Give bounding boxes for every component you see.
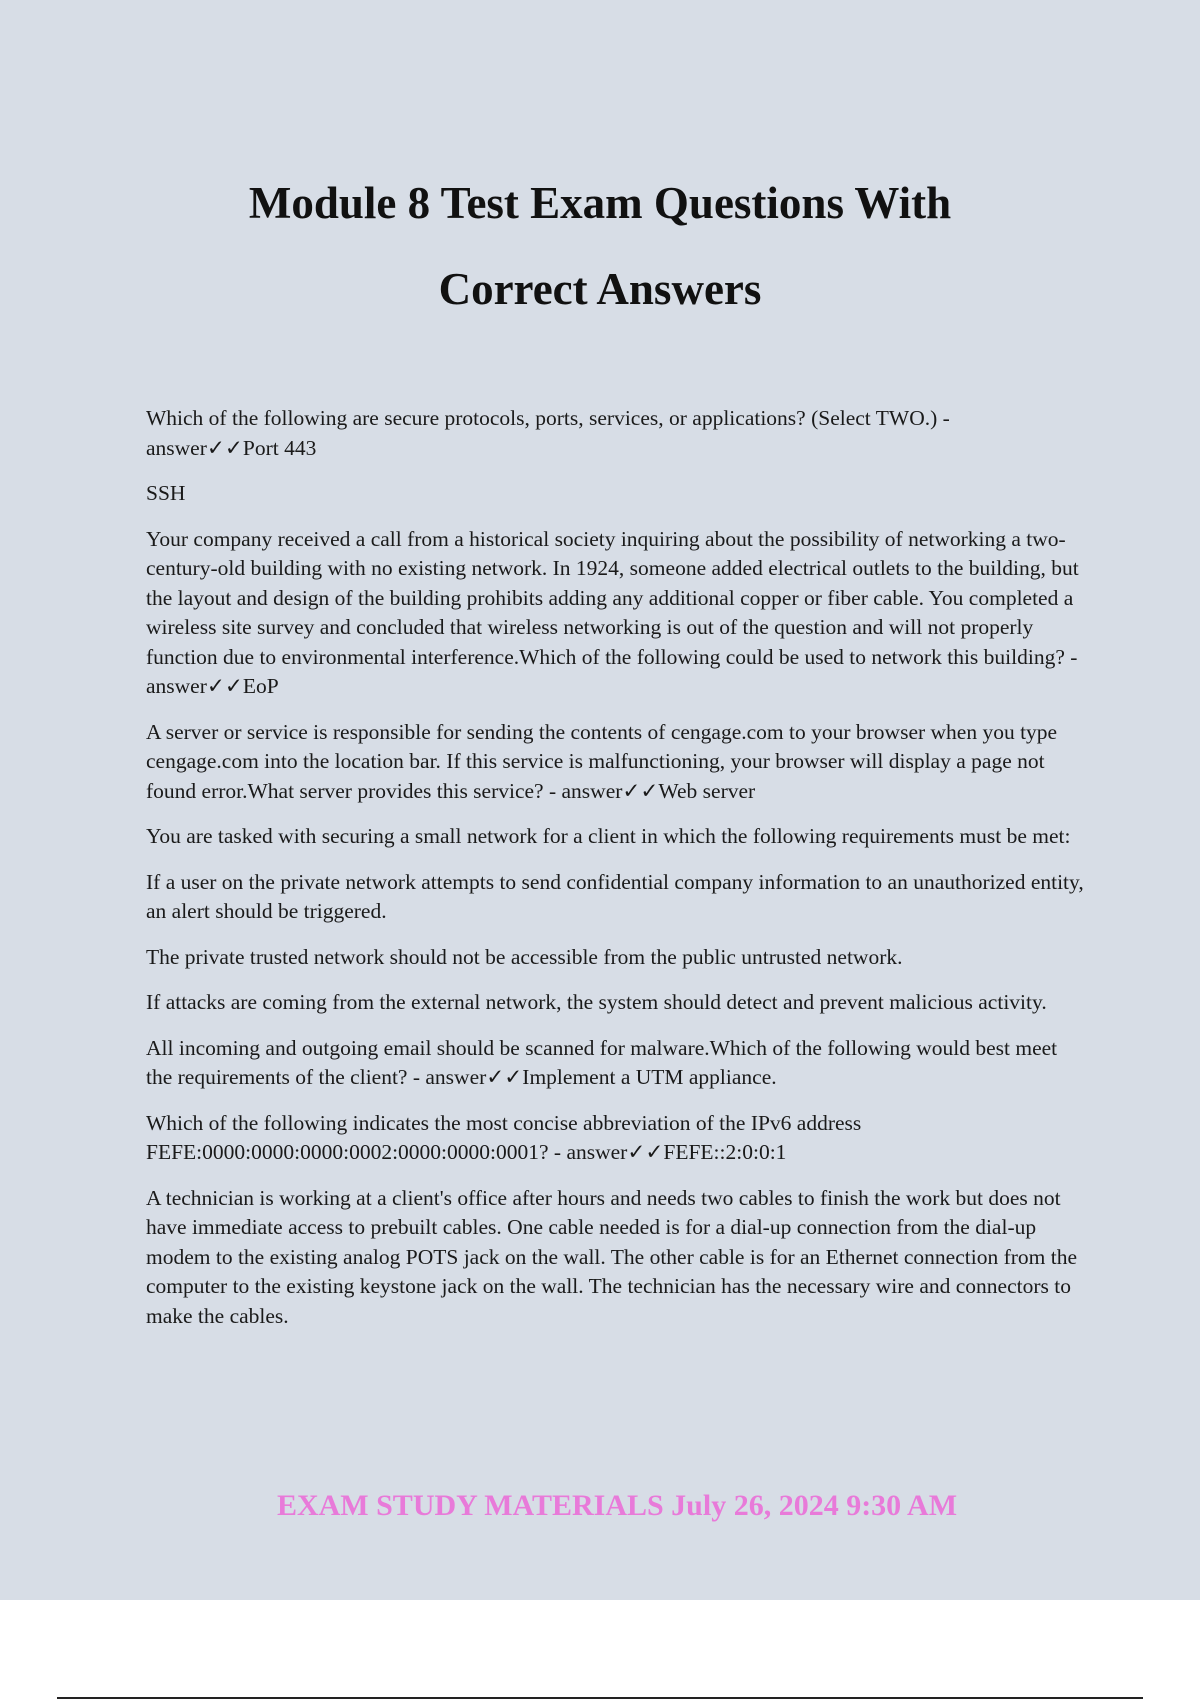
document-body (146, 404, 1086, 1347)
body-paragraph: The private trusted network should not be accessible from the public untrusted network. (146, 944, 903, 969)
body-paragraph: If attacks are coming from the external network, the system should detect and prevent malicious activity. (146, 990, 1047, 1014)
body-paragraph: Which of the following indicates the most concise abbreviation of the IPv6 address FEFE:0000:0000:0000:0002:0000:0000:0001? - answer✓✓FEFE::2:0:0:1 (146, 1110, 862, 1164)
body-paragraph: Your company received a call from a historical society inquiring about the possibility of networking a two-century-old building with no existing network. In 1924, someone added electrical outlets to the building, but the layout and design of the building prohibits adding any additional copper or fiber cable. You completed a wireless site survey and concluded that wireless networking is out of the question and will not properly function due to environmental interference.Which of the following could be used to network this building? - answer✓✓EoP (146, 526, 1079, 698)
body-paragraph: Which of the following are secure protocols, ports, services, or applications? (Select TWO.) - answer✓✓Port 443 (146, 406, 950, 460)
body-paragraph: A server or service is responsible for sending the contents of cengage.com to your browser when you type cengage.com into the location bar. If this service is malfunctioning, your browser will display a page not found error.What server provides this service? - answer✓✓Web server (146, 719, 1058, 803)
body-paragraph: If a user on the private network attempts to send confidential company information to an unauthorized entity, an alert should be triggered. (146, 869, 1084, 923)
title-line-1: Module 8 Test Exam Questions With (248, 178, 952, 228)
body-paragraph: SSH (146, 481, 186, 505)
title-line-2: Correct Answers (438, 264, 762, 314)
body-paragraph: All incoming and outgoing email should be scanned for malware.Which of the following would best meet the requirements of the client? - answer✓✓Implement a UTM appliance. (146, 1035, 1058, 1089)
footer-stamp: EXAM STUDY MATERIALS July 26, 2024 9:30 AM (276, 1489, 958, 1522)
document-title (120, 160, 1080, 332)
body-paragraph: You are tasked with securing a small network for a client in which the following requirements must be met: (146, 824, 1071, 848)
page-divider (57, 1697, 1143, 1699)
body-paragraph: A technician is working at a client's office after hours and needs two cables to finish the work but does not have immediate access to prebuilt cables. One cable needed is for a dial-up connection from the dial-up modem to the existing analog POTS jack on the wall. The other cable is for an Ethernet connection from the computer to the existing keystone jack on the wall. The technician has the necessary wire and connectors to make the cables. (146, 1185, 1078, 1328)
